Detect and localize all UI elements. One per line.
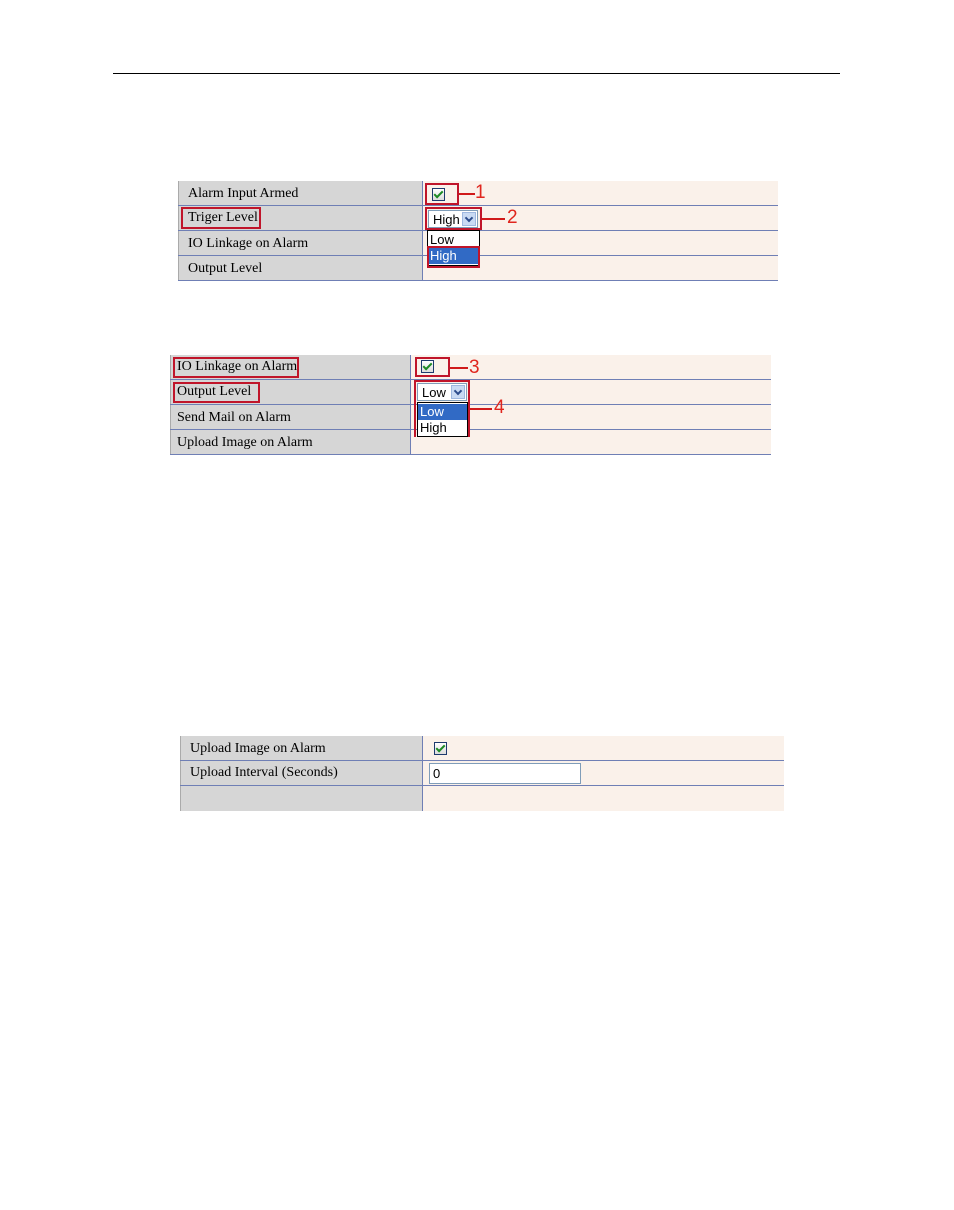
- option-high[interactable]: High: [420, 420, 447, 435]
- option-high[interactable]: High: [428, 248, 479, 264]
- row-output-level: [170, 380, 771, 405]
- upload-image-checkbox[interactable]: [434, 742, 447, 755]
- screenshot-upload-image: [180, 736, 784, 791]
- label-send-mail: Send Mail on Alarm: [177, 410, 291, 425]
- callout-box-select-dropdown: [414, 380, 470, 437]
- callout-box-checkbox: [415, 357, 450, 377]
- callout-line-2: [482, 218, 505, 220]
- callout-line-4: [470, 408, 492, 410]
- row-upload-image-cut: [170, 430, 771, 455]
- label-output-level: Output Level: [177, 384, 252, 399]
- label-upload-image-cut: Upload Image on Alarm: [177, 435, 313, 450]
- callout-line-1: [459, 193, 475, 195]
- option-low[interactable]: Low: [430, 232, 454, 247]
- callout-number-2: 2: [507, 207, 518, 228]
- screenshot-output-level: [170, 355, 771, 450]
- label-output-level-cut: Output Level: [188, 261, 263, 276]
- row-next-cut: [180, 786, 784, 811]
- label-io-linkage: IO Linkage on Alarm: [177, 359, 298, 374]
- upload-interval-input[interactable]: [429, 763, 581, 784]
- callout-number-4: 4: [494, 397, 505, 418]
- callout-line-3: [450, 367, 468, 369]
- callout-number-3: 3: [469, 357, 480, 378]
- callout-number-1: 1: [475, 182, 486, 203]
- callout-box-label-output: [173, 382, 260, 403]
- page-header-rule: [113, 73, 840, 74]
- callout-box-label-io: [173, 357, 299, 378]
- callout-box-select: [425, 207, 482, 230]
- label-triger-level: Triger Level: [188, 210, 258, 225]
- callout-box-dropdown: [427, 246, 480, 268]
- row-upload-image: [180, 736, 784, 761]
- label-upload-image: Upload Image on Alarm: [190, 741, 326, 756]
- screenshot-trigger-level: [178, 181, 778, 276]
- callout-box-checkbox: [425, 183, 459, 205]
- callout-box-label: [181, 207, 261, 229]
- label-alarm-input-armed: Alarm Input Armed: [188, 186, 299, 201]
- option-low[interactable]: Low: [418, 404, 467, 420]
- label-upload-interval: Upload Interval (Seconds): [190, 765, 338, 780]
- upload-interval-value: 0: [433, 766, 441, 781]
- label-io-linkage: IO Linkage on Alarm: [188, 236, 309, 251]
- output-level-value: Low: [422, 385, 446, 400]
- trigger-level-value: High: [433, 212, 460, 227]
